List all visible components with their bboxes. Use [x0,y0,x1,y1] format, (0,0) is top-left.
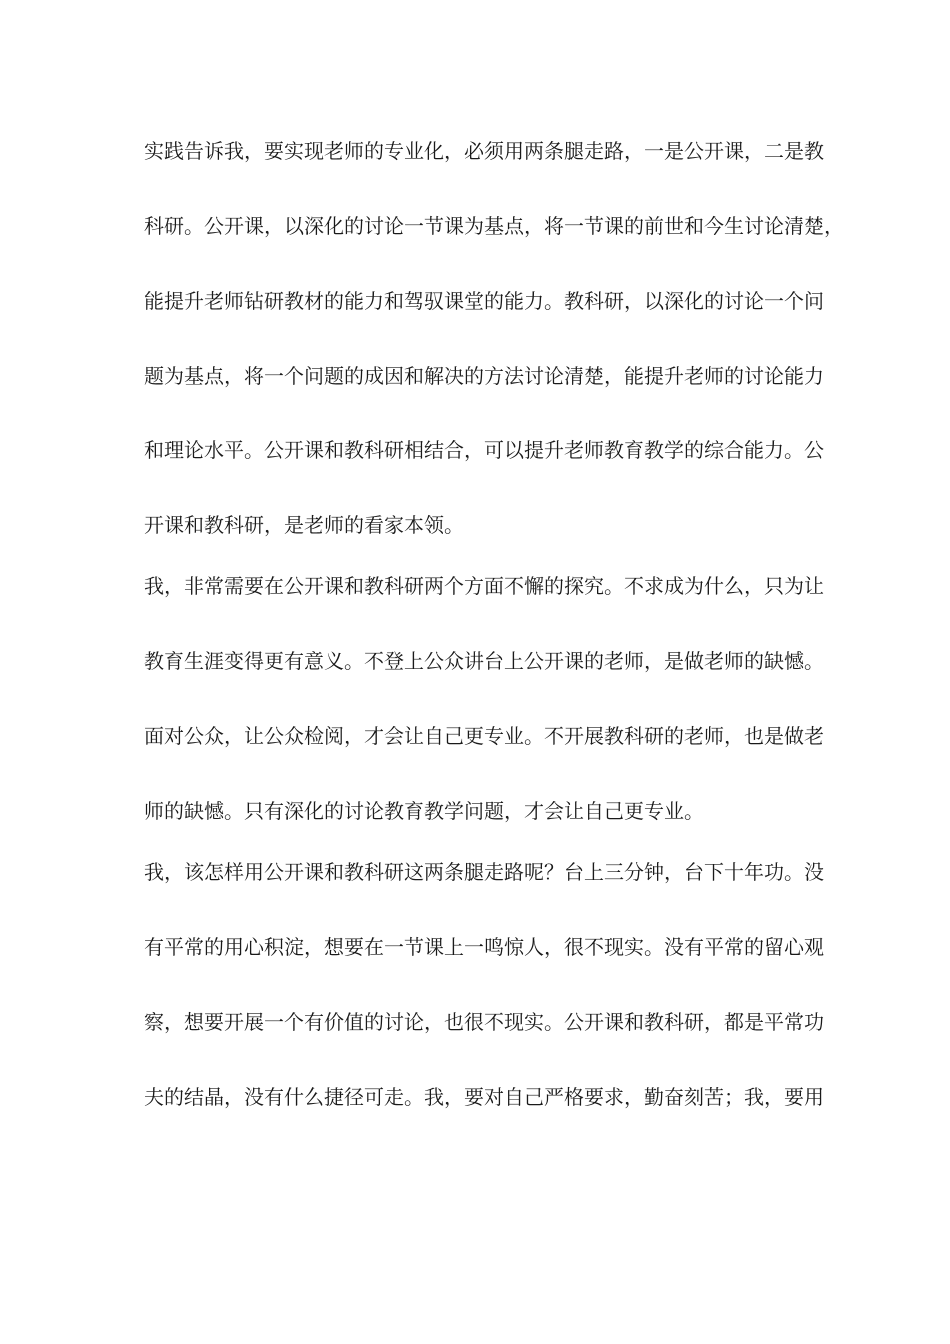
paragraph-3-line-3: 察，想要开展一个有价值的讨论，也很不现实。公开课和教科研，都是平常功 [144,1010,824,1034]
paragraph-3-line-1: 我，该怎样用公开课和教科研这两条腿走路呢？台上三分钟，台下十年功。没 [144,860,824,884]
paragraph-2-line-1: 我，非常需要在公开课和教科研两个方面不懈的探究。不求成为什么，只为让 [144,574,824,598]
paragraph-2-line-4: 师的缺憾。只有深化的讨论教育教学问题，才会让自己更专业。 [144,799,704,823]
paragraph-3-line-4: 夫的结晶，没有什么捷径可走。我，要对自己严格要求，勤奋刻苦；我，要用 [144,1085,824,1109]
paragraph-1-line-2: 科研。公开课，以深化的讨论一节课为基点，将一节课的前世和今生讨论清楚， [144,214,844,238]
paragraph-1-line-3: 能提升老师钻研教材的能力和驾驭课堂的能力。教科研，以深化的讨论一个问 [144,289,824,313]
paragraph-1-line-1: 实践告诉我，要实现老师的专业化，必须用两条腿走路，一是公开课，二是教 [144,139,824,163]
paragraph-1-line-4: 题为基点，将一个问题的成因和解决的方法讨论清楚，能提升老师的讨论能力 [144,364,824,388]
paragraph-2-line-3: 面对公众，让公众检阅，才会让自己更专业。不开展教科研的老师，也是做老 [144,724,824,748]
paragraph-1-line-6: 开课和教科研，是老师的看家本领。 [144,513,464,537]
paragraph-1-line-5: 和理论水平。公开课和教科研相结合，可以提升老师教育教学的综合能力。公 [144,438,824,462]
paragraph-3-line-2: 有平常的用心积淀，想要在一节课上一鸣惊人，很不现实。没有平常的留心观 [144,935,824,959]
paragraph-2-line-2: 教育生涯变得更有意义。不登上公众讲台上公开课的老师，是做老师的缺憾。 [144,649,824,673]
